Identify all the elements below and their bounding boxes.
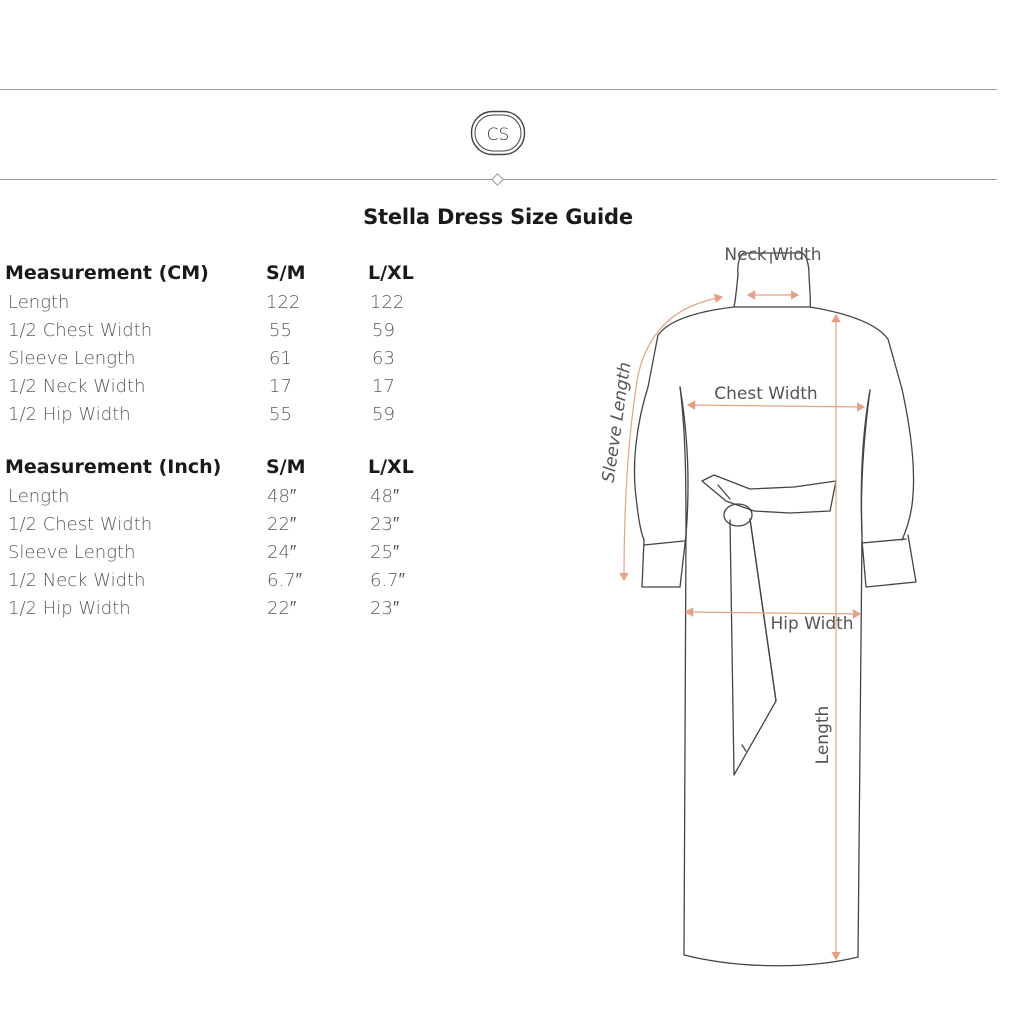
row-size2: 122 — [370, 292, 405, 313]
dress-outline — [635, 253, 917, 966]
table-row — [0, 514, 440, 542]
row-size2: 59 — [372, 404, 395, 425]
table-header-size1: S/M — [266, 262, 306, 284]
label-chest-width: Chest Width — [714, 384, 818, 404]
table-header-measurement: Measurement (Inch) — [5, 456, 222, 478]
row-size1: 22″ — [267, 514, 297, 535]
table-header-size2: L/XL — [368, 456, 414, 478]
row-size2: 23″ — [370, 514, 400, 535]
row-size1: 17 — [269, 376, 292, 397]
row-size2: 6.7″ — [370, 570, 405, 591]
table-row — [0, 486, 440, 514]
row-size2: 23″ — [370, 598, 400, 619]
row-size1: 22″ — [267, 598, 297, 619]
row-label: 1/2 Hip Width — [8, 404, 131, 425]
table-row — [0, 348, 440, 376]
row-size2: 25″ — [370, 542, 400, 563]
row-label: Sleeve Length — [8, 348, 136, 369]
row-size1: 55 — [269, 404, 292, 425]
table-row — [0, 376, 440, 404]
row-size1: 24″ — [267, 542, 297, 563]
row-size1: 48″ — [267, 486, 297, 507]
row-size2: 63 — [372, 348, 395, 369]
row-label: 1/2 Hip Width — [8, 598, 131, 619]
row-label: 1/2 Chest Width — [8, 320, 153, 341]
row-size1: 61 — [269, 348, 292, 369]
table-header-size1: S/M — [266, 456, 306, 478]
label-neck-width: Neck Width — [724, 245, 822, 265]
page-title: Stella Dress Size Guide — [363, 205, 633, 229]
row-label: 1/2 Chest Width — [8, 514, 153, 535]
label-hip-width: Hip Width — [770, 614, 854, 634]
row-label: Length — [8, 292, 70, 313]
table-row — [0, 320, 440, 348]
divider-diamond — [491, 173, 504, 186]
top-rule — [0, 89, 997, 90]
row-label: Length — [8, 486, 70, 507]
row-size2: 59 — [372, 320, 395, 341]
row-size2: 17 — [372, 376, 395, 397]
logo-monogram: CS — [486, 125, 510, 145]
row-label: 1/2 Neck Width — [8, 376, 146, 397]
cs-logo — [470, 110, 526, 160]
row-size1: 55 — [269, 320, 292, 341]
table-row — [0, 542, 440, 570]
table-header-size2: L/XL — [368, 262, 414, 284]
row-size1: 122 — [266, 292, 301, 313]
row-size1: 6.7″ — [267, 570, 302, 591]
table-row — [0, 570, 440, 598]
row-label: Sleeve Length — [8, 542, 136, 563]
table-header-measurement: Measurement (CM) — [5, 262, 209, 284]
label-length: Length — [813, 705, 833, 765]
row-size2: 48″ — [370, 486, 400, 507]
dress-diagram — [590, 235, 930, 979]
label-sleeve-length: Sleeve Length — [598, 360, 636, 484]
table-row — [0, 598, 440, 626]
table-row — [0, 292, 440, 320]
row-label: 1/2 Neck Width — [8, 570, 146, 591]
table-row — [0, 404, 440, 432]
